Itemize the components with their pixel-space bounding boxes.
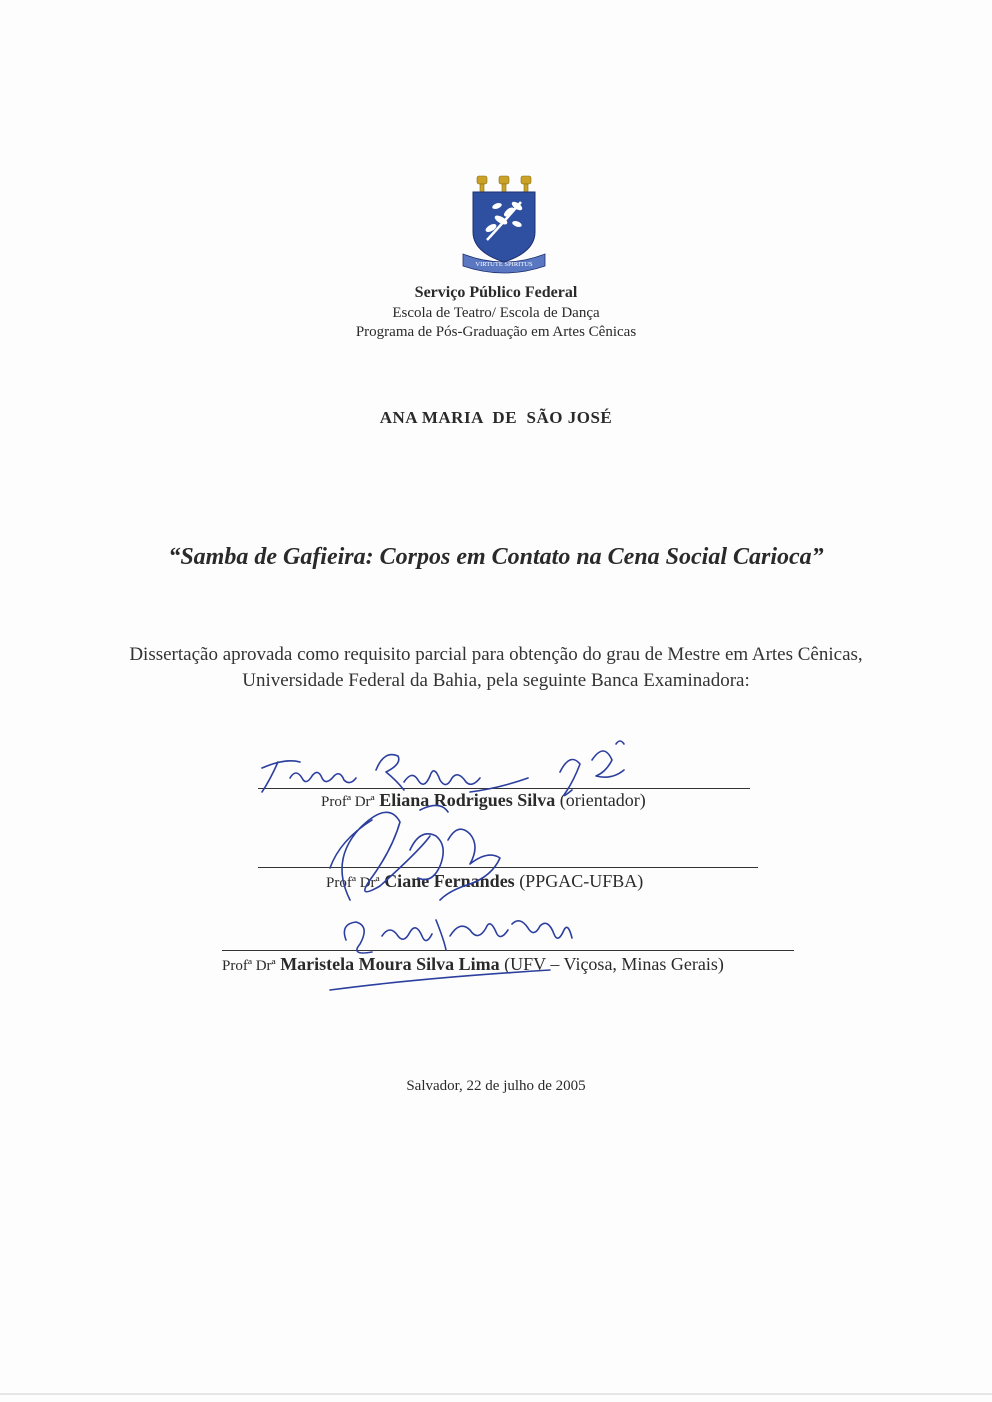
dissertation-title: “Samba de Gafieira: Corpos em Contato na Cena Social Carioca” — [168, 544, 824, 570]
member-affiliation: (orientador) — [559, 790, 646, 810]
committee-member-1 — [321, 790, 646, 811]
approval-statement — [0, 642, 992, 694]
institution-program: Programa de Pós-Graduação em Artes Cênicas — [355, 324, 637, 340]
author-name: ANA MARIA DE SÃO JOSÉ — [379, 408, 613, 427]
institution-schools: Escola de Teatro/ Escola de Dança — [392, 305, 600, 321]
signature-line-3 — [222, 950, 794, 951]
member-name: Eliana Rodrigues Silva — [379, 790, 556, 810]
crest-motto: VIRTUTE SPIRITUS — [475, 261, 533, 268]
page-bottom-edge — [0, 1393, 992, 1395]
institution-service: Serviço Público Federal — [414, 284, 578, 301]
member-affiliation: (PPGAC-UFBA) — [519, 871, 644, 891]
approval-line-1: Dissertação aprovada como requisito parcial para obtenção do grau de Mestre em Artes Cênicas, — [129, 644, 863, 665]
signature-line-1 — [258, 788, 750, 789]
member-prefix: Profª Drª — [321, 794, 375, 810]
member-name: Maristela Moura Silva Lima — [280, 954, 500, 974]
member-name: Ciane Fernandes — [384, 871, 515, 891]
signature-line-2 — [258, 867, 758, 868]
university-crest-icon — [461, 170, 547, 276]
member-affiliation: (UFV – Viçosa, Minas Gerais) — [504, 954, 724, 974]
member-prefix: Profª Drª — [222, 958, 276, 974]
member-prefix: Profª Drª — [326, 875, 380, 891]
approval-line-2: Universidade Federal da Bahia, pela seguinte Banca Examinadora: — [242, 670, 750, 691]
committee-member-2 — [326, 871, 643, 892]
date-place: Salvador, 22 de julho de 2005 — [406, 1078, 586, 1094]
committee-member-3 — [222, 954, 724, 975]
